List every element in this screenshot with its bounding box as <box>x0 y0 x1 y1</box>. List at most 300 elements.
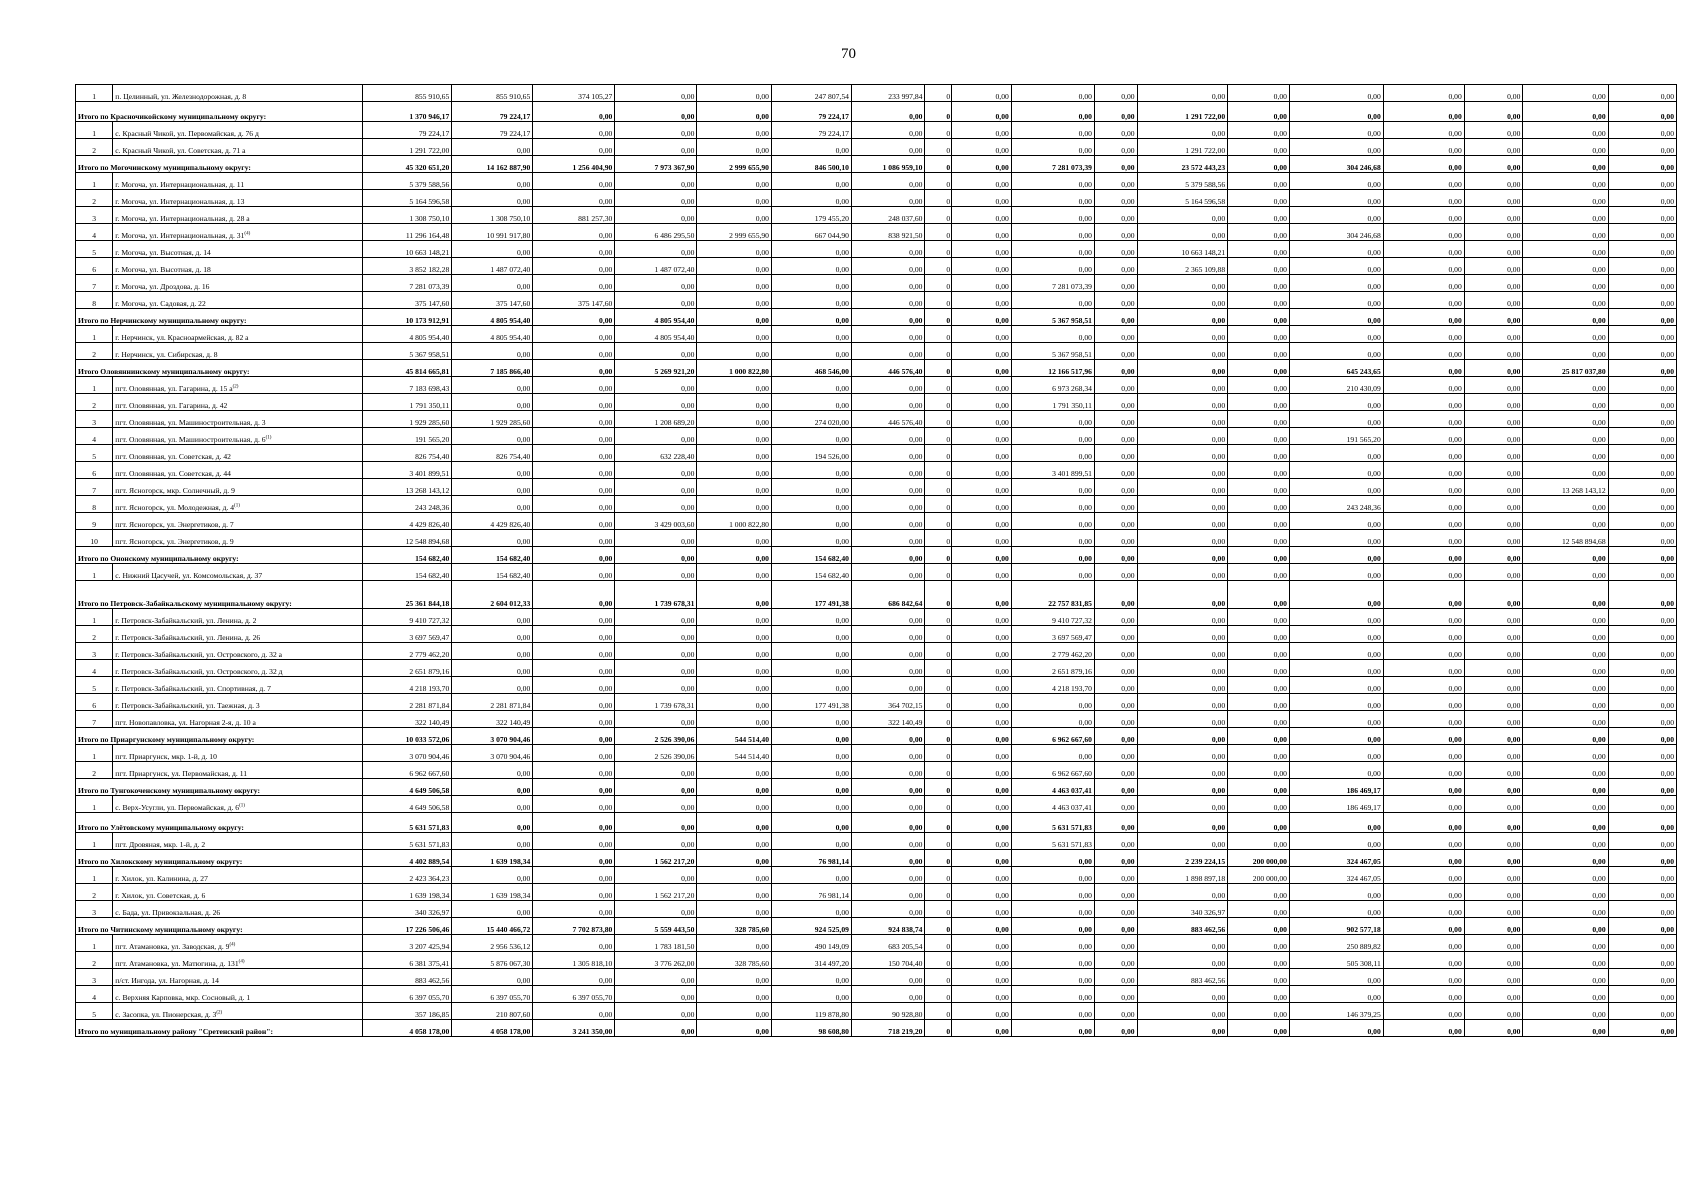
value-cell: 0,00 <box>1228 779 1290 796</box>
row-number: 1 <box>76 867 113 884</box>
value-cell: 1 791 350,11 <box>362 394 452 411</box>
value-cell: 0,00 <box>1137 609 1228 626</box>
table-row <box>76 139 1677 156</box>
address-cell <box>113 626 362 643</box>
value-cell: 0,00 <box>851 850 925 867</box>
value-cell: 0,00 <box>1464 711 1523 728</box>
value-cell: 0,00 <box>1523 173 1608 190</box>
value-cell: 0,00 <box>697 173 772 190</box>
value-cell: 0,00 <box>1137 224 1228 241</box>
value-cell: 0,00 <box>1137 275 1228 292</box>
value-cell: 1 208 689,20 <box>615 411 697 428</box>
table-row <box>76 935 1677 952</box>
value-cell: 0,00 <box>452 173 533 190</box>
value-cell: 0,00 <box>1464 813 1523 833</box>
row-number: 2 <box>76 394 113 411</box>
value-cell: 0,00 <box>452 779 533 796</box>
value-cell: 10 663 148,21 <box>362 241 452 258</box>
value-cell: 179 455,20 <box>771 207 851 224</box>
value-cell: 5 269 921,20 <box>615 360 697 377</box>
value-cell: 0,00 <box>851 102 925 122</box>
value-cell: 0,00 <box>1464 867 1523 884</box>
value-cell: 0,00 <box>1383 241 1464 258</box>
value-cell: 12 166 517,96 <box>1011 360 1094 377</box>
address-cell <box>113 207 362 224</box>
value-cell: 1 000 822,80 <box>697 360 772 377</box>
value-cell: 1 308 750,10 <box>452 207 533 224</box>
value-cell: 1 739 678,31 <box>615 581 697 609</box>
value-cell: 0,00 <box>952 275 1012 292</box>
value-cell: 0,00 <box>1383 156 1464 173</box>
row-number: 2 <box>76 343 113 360</box>
value-cell: 0,00 <box>952 207 1012 224</box>
value-cell: 0 <box>925 728 952 745</box>
value-cell: 0,00 <box>1289 626 1383 643</box>
value-cell: 0,00 <box>697 428 772 445</box>
value-cell: 0,00 <box>1523 241 1608 258</box>
value-cell: 233 997,84 <box>851 85 925 102</box>
value-cell: 0,00 <box>1094 85 1137 102</box>
value-cell: 0,00 <box>533 660 615 677</box>
value-cell: 0,00 <box>1464 496 1523 513</box>
value-cell: 0,00 <box>851 343 925 360</box>
value-cell: 0,00 <box>771 677 851 694</box>
value-cell: 826 754,40 <box>362 445 452 462</box>
value-cell: 0,00 <box>952 728 1012 745</box>
value-cell: 0,00 <box>1228 711 1290 728</box>
value-cell: 0,00 <box>1289 728 1383 745</box>
value-cell: 0 <box>925 122 952 139</box>
value-cell: 0,00 <box>615 660 697 677</box>
value-cell: 0,00 <box>1228 190 1290 207</box>
value-cell: 0,00 <box>615 292 697 309</box>
value-cell: 0,00 <box>615 833 697 850</box>
address-cell <box>113 833 362 850</box>
value-cell: 0,00 <box>851 626 925 643</box>
value-cell: 0,00 <box>1137 745 1228 762</box>
value-cell: 0,00 <box>1464 745 1523 762</box>
value-cell: 0,00 <box>697 530 772 547</box>
value-cell: 0,00 <box>1464 377 1523 394</box>
value-cell: 0,00 <box>952 813 1012 833</box>
value-cell: 0,00 <box>851 901 925 918</box>
address-cell <box>113 343 362 360</box>
value-cell: 0,00 <box>1523 901 1608 918</box>
value-cell: 0,00 <box>1228 986 1290 1003</box>
value-cell: 5 164 596,58 <box>1137 190 1228 207</box>
value-cell: 0,00 <box>1137 728 1228 745</box>
value-cell: 0,00 <box>952 496 1012 513</box>
value-cell: 0,00 <box>1523 850 1608 867</box>
value-cell: 0,00 <box>851 643 925 660</box>
value-cell: 2 956 536,12 <box>452 935 533 952</box>
table-row <box>76 833 1677 850</box>
value-cell: 5 631 571,83 <box>1011 813 1094 833</box>
value-cell: 243 248,36 <box>1289 496 1383 513</box>
table-row <box>76 428 1677 445</box>
value-cell: 0,00 <box>452 241 533 258</box>
value-cell: 0,00 <box>851 292 925 309</box>
footnote-marker: (2) <box>216 1010 223 1016</box>
value-cell: 0,00 <box>697 462 772 479</box>
value-cell: 0,00 <box>1011 258 1094 275</box>
value-cell: 0 <box>925 1020 952 1037</box>
row-number: 1 <box>76 122 113 139</box>
value-cell: 0,00 <box>1464 156 1523 173</box>
value-cell: 0 <box>925 986 952 1003</box>
value-cell: 0 <box>925 462 952 479</box>
value-cell: 0,00 <box>697 190 772 207</box>
value-cell: 0,00 <box>1011 884 1094 901</box>
table-row <box>76 1003 1677 1020</box>
address-cell <box>113 394 362 411</box>
value-cell: 0,00 <box>1464 1003 1523 1020</box>
table-row <box>76 901 1677 918</box>
value-cell: 0,00 <box>1608 547 1676 564</box>
value-cell: 0,00 <box>1383 530 1464 547</box>
value-cell: 3 697 569,47 <box>1011 626 1094 643</box>
value-cell: 838 921,50 <box>851 224 925 241</box>
address-cell <box>113 173 362 190</box>
value-cell: 14 162 887,90 <box>452 156 533 173</box>
value-cell: 0,00 <box>771 428 851 445</box>
value-cell: 0,00 <box>952 677 1012 694</box>
value-cell: 0,00 <box>1011 918 1094 935</box>
value-cell: 0,00 <box>851 833 925 850</box>
address-text: г. Могоча, ул. Интернациональная, д. 11 <box>115 180 245 189</box>
value-cell: 0,00 <box>1137 884 1228 901</box>
value-cell: 0,00 <box>1608 479 1676 496</box>
value-cell: 0 <box>925 102 952 122</box>
value-cell: 5 367 958,51 <box>1011 343 1094 360</box>
value-cell: 0,00 <box>1094 428 1137 445</box>
row-number: 4 <box>76 224 113 241</box>
row-number: 3 <box>76 411 113 428</box>
value-cell: 4 649 506,58 <box>362 779 452 796</box>
value-cell: 0,00 <box>1137 1003 1228 1020</box>
value-cell: 0,00 <box>615 190 697 207</box>
value-cell: 1 639 198,34 <box>452 850 533 867</box>
value-cell: 1 739 678,31 <box>615 694 697 711</box>
address-cell <box>113 609 362 626</box>
value-cell: 0,00 <box>1094 102 1137 122</box>
value-cell: 0 <box>925 530 952 547</box>
value-cell: 0,00 <box>1228 762 1290 779</box>
value-cell: 0 <box>925 813 952 833</box>
value-cell: 0,00 <box>1011 85 1094 102</box>
subtotal-row <box>76 156 1677 173</box>
value-cell: 0,00 <box>1608 1020 1676 1037</box>
value-cell: 0,00 <box>1289 122 1383 139</box>
value-cell: 0,00 <box>533 309 615 326</box>
value-cell: 0 <box>925 292 952 309</box>
address-text: пгт. Дровяная, мкр. 1-й, д. 2 <box>115 840 206 849</box>
value-cell: 0,00 <box>1289 411 1383 428</box>
value-cell: 0,00 <box>1608 292 1676 309</box>
value-cell: 0,00 <box>1464 85 1523 102</box>
value-cell: 322 140,49 <box>452 711 533 728</box>
row-number: 3 <box>76 207 113 224</box>
value-cell: 0 <box>925 513 952 530</box>
value-cell: 0,00 <box>452 660 533 677</box>
subtotal-row <box>76 850 1677 867</box>
value-cell: 0,00 <box>1094 813 1137 833</box>
value-cell: 0,00 <box>1464 547 1523 564</box>
value-cell: 0,00 <box>771 833 851 850</box>
value-cell: 0,00 <box>771 139 851 156</box>
value-cell: 154 682,40 <box>771 547 851 564</box>
value-cell: 0,00 <box>1011 445 1094 462</box>
address-cell <box>113 677 362 694</box>
value-cell: 0,00 <box>1523 156 1608 173</box>
value-cell: 3 852 182,28 <box>362 258 452 275</box>
value-cell: 0,00 <box>1289 833 1383 850</box>
value-cell: 0,00 <box>1464 122 1523 139</box>
value-cell: 0,00 <box>533 190 615 207</box>
value-cell: 0,00 <box>1383 102 1464 122</box>
value-cell: 0,00 <box>1094 626 1137 643</box>
value-cell: 0,00 <box>1523 411 1608 428</box>
value-cell: 0,00 <box>615 428 697 445</box>
value-cell: 446 576,40 <box>851 411 925 428</box>
value-cell: 0,00 <box>1523 513 1608 530</box>
value-cell: 0,00 <box>1094 445 1137 462</box>
value-cell: 2 365 109,88 <box>1137 258 1228 275</box>
value-cell: 0,00 <box>952 918 1012 935</box>
value-cell: 0,00 <box>851 677 925 694</box>
value-cell: 3 207 425,94 <box>362 935 452 952</box>
value-cell: 0,00 <box>952 986 1012 1003</box>
subtotal-row <box>76 547 1677 564</box>
value-cell: 0,00 <box>952 530 1012 547</box>
value-cell: 632 228,40 <box>615 445 697 462</box>
value-cell: 0 <box>925 224 952 241</box>
value-cell: 0 <box>925 833 952 850</box>
address-text: п/ст. Ингода, ул. Нагорная, д. 14 <box>115 976 219 985</box>
value-cell: 0,00 <box>1137 445 1228 462</box>
value-cell: 0,00 <box>1383 643 1464 660</box>
subtotal-row <box>76 102 1677 122</box>
value-cell: 0,00 <box>533 884 615 901</box>
value-cell: 0,00 <box>1608 428 1676 445</box>
value-cell: 0,00 <box>1228 428 1290 445</box>
value-cell: 1 370 946,17 <box>362 102 452 122</box>
value-cell: 0,00 <box>1383 813 1464 833</box>
value-cell: 0,00 <box>1228 530 1290 547</box>
value-cell: 1 639 198,34 <box>452 884 533 901</box>
value-cell: 0,00 <box>1228 677 1290 694</box>
value-cell: 0,00 <box>1383 394 1464 411</box>
value-cell: 0,00 <box>615 85 697 102</box>
value-cell: 5 379 588,56 <box>362 173 452 190</box>
table-row <box>76 462 1677 479</box>
table-row <box>76 867 1677 884</box>
value-cell: 0,00 <box>533 122 615 139</box>
value-cell: 0,00 <box>1464 241 1523 258</box>
value-cell: 0,00 <box>1608 564 1676 581</box>
value-cell: 0,00 <box>1137 796 1228 813</box>
value-cell: 686 842,64 <box>851 581 925 609</box>
address-cell <box>113 884 362 901</box>
value-cell: 0,00 <box>1137 479 1228 496</box>
value-cell: 2 281 871,84 <box>362 694 452 711</box>
value-cell: 0,00 <box>1608 609 1676 626</box>
value-cell: 0,00 <box>1289 547 1383 564</box>
row-number: 1 <box>76 326 113 343</box>
value-cell: 0,00 <box>1094 694 1137 711</box>
value-cell: 0,00 <box>1608 626 1676 643</box>
value-cell: 90 928,80 <box>851 1003 925 1020</box>
value-cell: 0,00 <box>1383 884 1464 901</box>
value-cell: 0,00 <box>1383 952 1464 969</box>
address-text: г. Петровск-Забайкальский, ул. Таежная, д. 3 <box>115 701 260 710</box>
value-cell: 0,00 <box>851 547 925 564</box>
address-cell <box>113 513 362 530</box>
row-number: 5 <box>76 445 113 462</box>
value-cell: 23 572 443,23 <box>1137 156 1228 173</box>
value-cell: 0,00 <box>1383 207 1464 224</box>
value-cell: 0,00 <box>1094 918 1137 935</box>
value-cell: 0,00 <box>1608 275 1676 292</box>
value-cell: 0,00 <box>851 796 925 813</box>
value-cell: 0,00 <box>1137 411 1228 428</box>
value-cell: 0,00 <box>1094 547 1137 564</box>
value-cell: 0,00 <box>1137 694 1228 711</box>
row-number: 5 <box>76 677 113 694</box>
table-row <box>76 564 1677 581</box>
value-cell: 0,00 <box>1094 935 1137 952</box>
value-cell: 5 631 571,83 <box>1011 833 1094 850</box>
value-cell: 0,00 <box>1228 207 1290 224</box>
value-cell: 12 548 894,68 <box>362 530 452 547</box>
value-cell: 0,00 <box>615 496 697 513</box>
table-row <box>76 986 1677 1003</box>
value-cell: 0,00 <box>1523 969 1608 986</box>
value-cell: 0,00 <box>1228 122 1290 139</box>
value-cell: 0,00 <box>533 609 615 626</box>
value-cell: 0,00 <box>1383 547 1464 564</box>
value-cell: 0,00 <box>1523 122 1608 139</box>
value-cell: 17 226 506,46 <box>362 918 452 935</box>
value-cell: 0,00 <box>1228 326 1290 343</box>
value-cell: 0,00 <box>615 677 697 694</box>
value-cell: 0,00 <box>1289 901 1383 918</box>
value-cell: 0,00 <box>1523 224 1608 241</box>
table-row <box>76 275 1677 292</box>
value-cell: 0,00 <box>533 394 615 411</box>
value-cell: 0,00 <box>533 377 615 394</box>
value-cell: 79 224,17 <box>771 122 851 139</box>
value-cell: 0,00 <box>615 711 697 728</box>
value-cell: 0,00 <box>1228 156 1290 173</box>
value-cell: 0,00 <box>1228 445 1290 462</box>
value-cell: 0,00 <box>1228 462 1290 479</box>
value-cell: 0,00 <box>615 394 697 411</box>
value-cell: 0 <box>925 190 952 207</box>
value-cell: 5 379 588,56 <box>1137 173 1228 190</box>
value-cell: 0,00 <box>1228 918 1290 935</box>
value-cell: 0,00 <box>1383 901 1464 918</box>
value-cell: 0,00 <box>697 850 772 867</box>
value-cell: 0,00 <box>1094 762 1137 779</box>
value-cell: 45 814 665,81 <box>362 360 452 377</box>
value-cell: 154 682,40 <box>452 564 533 581</box>
value-cell: 45 320 651,20 <box>362 156 452 173</box>
value-cell: 0,00 <box>697 241 772 258</box>
value-cell: 0,00 <box>1011 207 1094 224</box>
value-cell: 0,00 <box>1383 762 1464 779</box>
value-cell: 0,00 <box>1228 643 1290 660</box>
value-cell: 0,00 <box>697 343 772 360</box>
value-cell: 0,00 <box>1383 728 1464 745</box>
value-cell: 194 526,00 <box>771 445 851 462</box>
address-text: г. Могоча, ул. Высотная, д. 18 <box>115 265 211 274</box>
value-cell: 154 682,40 <box>771 564 851 581</box>
value-cell: 0,00 <box>952 258 1012 275</box>
value-cell: 0,00 <box>1094 609 1137 626</box>
value-cell: 248 037,60 <box>851 207 925 224</box>
footnote-marker: (1) <box>265 435 272 441</box>
address-text: г. Петровск-Забайкальский, ул. Ленина, д. 2 <box>115 616 257 625</box>
value-cell: 200 000,00 <box>1228 867 1290 884</box>
value-cell: 0,00 <box>1094 394 1137 411</box>
value-cell: 0,00 <box>1094 884 1137 901</box>
value-cell: 0,00 <box>1523 496 1608 513</box>
value-cell: 7 281 073,39 <box>1011 156 1094 173</box>
address-cell <box>113 901 362 918</box>
value-cell: 0,00 <box>1137 813 1228 833</box>
address-cell <box>113 660 362 677</box>
value-cell: 0,00 <box>1608 850 1676 867</box>
value-cell: 76 981,14 <box>771 850 851 867</box>
value-cell: 4 463 037,41 <box>1011 796 1094 813</box>
value-cell: 0,00 <box>1094 258 1137 275</box>
value-cell: 10 173 912,91 <box>362 309 452 326</box>
value-cell: 0,00 <box>851 428 925 445</box>
value-cell: 0 <box>925 207 952 224</box>
table-row <box>76 745 1677 762</box>
value-cell: 0,00 <box>1137 85 1228 102</box>
page-number: 70 <box>841 46 856 62</box>
value-cell: 0,00 <box>1137 360 1228 377</box>
value-cell: 304 246,68 <box>1289 156 1383 173</box>
value-cell: 0,00 <box>1383 309 1464 326</box>
value-cell: 0,00 <box>1608 694 1676 711</box>
value-cell: 2 999 655,90 <box>697 224 772 241</box>
value-cell: 0,00 <box>1228 139 1290 156</box>
value-cell: 0,00 <box>1383 513 1464 530</box>
value-cell: 0,00 <box>1289 762 1383 779</box>
value-cell: 186 469,17 <box>1289 779 1383 796</box>
value-cell: 0,00 <box>952 779 1012 796</box>
value-cell: 0,00 <box>851 609 925 626</box>
value-cell: 0,00 <box>1464 479 1523 496</box>
value-cell: 0,00 <box>1464 677 1523 694</box>
value-cell: 0,00 <box>1383 377 1464 394</box>
value-cell: 0,00 <box>452 275 533 292</box>
value-cell: 0,00 <box>1011 479 1094 496</box>
value-cell: 0,00 <box>771 867 851 884</box>
value-cell: 0,00 <box>952 867 1012 884</box>
value-cell: 0,00 <box>1228 309 1290 326</box>
value-cell: 0,00 <box>1094 581 1137 609</box>
value-cell: 0,00 <box>1608 745 1676 762</box>
address-text: с. Красный Чикой, ул. Советская, д. 71 а <box>115 146 246 155</box>
value-cell: 0,00 <box>1228 360 1290 377</box>
address-cell <box>113 796 362 813</box>
table-row <box>76 377 1677 394</box>
value-cell: 0,00 <box>533 411 615 428</box>
